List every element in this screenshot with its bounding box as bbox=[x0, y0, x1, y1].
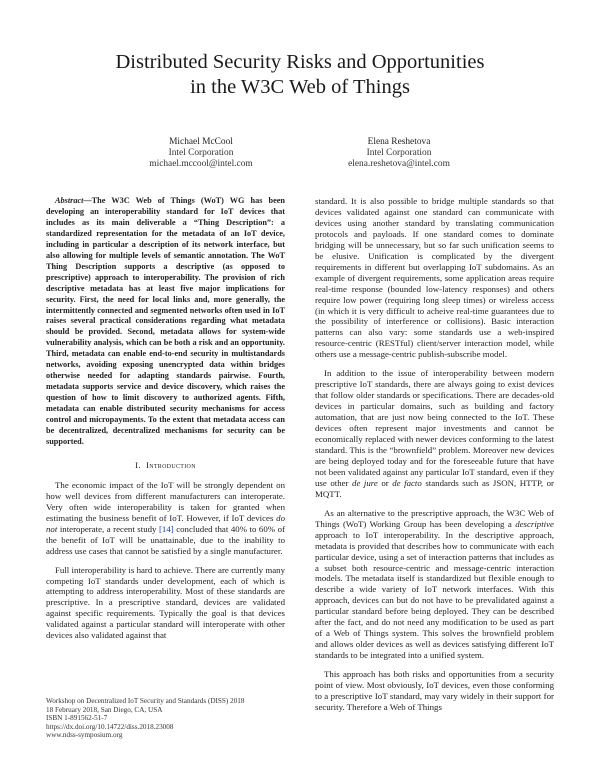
body-paragraph bbox=[46, 565, 285, 642]
title-line-2: in the W3C Web of Things bbox=[190, 76, 410, 98]
section-heading bbox=[46, 460, 285, 471]
body-paragraph bbox=[315, 196, 554, 360]
footnote-line: Workshop on Decentralized IoT Security and Standards (DISS) 2018 bbox=[46, 697, 245, 705]
paragraph-text: The economic impact of the IoT will be strongly dependent on how well devices from different manufacturers can interoperate. Very often wide interoperability is taken for granted when estimating the business benefit of IoT. However, if IoT devices bbox=[46, 479, 285, 523]
body-paragraph bbox=[315, 508, 554, 661]
abstract bbox=[46, 196, 285, 448]
section-title: Introduction bbox=[145, 459, 196, 470]
body-paragraph bbox=[315, 669, 554, 713]
abstract-label: Abstract bbox=[55, 196, 84, 205]
author-name: Elena Reshetova bbox=[367, 137, 431, 147]
author-name: Michael McCool bbox=[169, 137, 233, 147]
paragraph-text: or bbox=[377, 477, 393, 488]
paragraph-text: In addition to the issue of interoperability between modern prescriptive IoT standards, there are always going to exist devices that follow older standards or specifications. There are decades-old devices in particular domains, such as building and factory automation, that are just now being connected to the IoT. These devices often represent major investments and cannot be economically replaced with newer devices conforming to the latest standard. This is the “brownfield” problem. Moreover new devices are being deployed today and for the foreseeable future that have not been validated against any particular IoT standard, even if they use other bbox=[315, 368, 554, 488]
paragraph-text: Full interoperability is hard to achieve. There are currently many competing IoT standards under development, each of which is attempting to address interoperability. Most of these standards are prescriptive. In a prescriptive standard, devices are validated against specific requirements. Typically the goal is that devices validated against a particular standard will interoperate with other devices also validated against that bbox=[46, 564, 285, 641]
footnote bbox=[46, 697, 306, 740]
paragraph-text: concluded that 40% to 60% of the benefit of IoT will be unattainable, due to the inability to address use cases that cannot be satisfied by a single manufacturer. bbox=[46, 523, 285, 556]
paragraph-text: This approach has both risks and opportunities from a security point of view. Most obviously, IoT devices, even those conforming to a prescriptive IoT standard, may vary widely in their support for security. Therefore a Web of Things bbox=[315, 669, 554, 712]
body-paragraph bbox=[315, 368, 554, 499]
author-affiliation: Intel Corporation bbox=[366, 148, 432, 158]
emphasis-text: de jure bbox=[352, 477, 378, 488]
emphasis-text: descriptive bbox=[515, 518, 554, 529]
abstract-text: —The W3C Web of Things (WoT) WG has been developing an interoperability standard for IoT devices that includes as its main deliverable a “Thing Description”: a standardized representation for the metadata of an IoT device, including in particular a description of its network interface, but also allowing for multiple levels of semantic annotation. The WoT Thing Description supports a descriptive (as opposed to prescriptive) approach to interoperability. The provision of rich descriptive metadata has at least five major implications for security. First, the need for local links and, more generally, the intermittently connected and segmented networks often used in IoT raises several practical considerations regarding what metadata should be provided. Second, metadata allows for system-wide vulnerability analysis, which can be both a risk and an opportunity. Third, metadata can enable end-to-end security in multistandards networks, avoiding exposing unencrypted data within bridges otherwise needed for adapting standards pairwise. Fourth, metadata supports service and device discovery, which raises the question of how to limit discovery to authorized agents. Fifth, metadata can enable distributed security mechanisms for access control and micropayments. To the extent that metadata access can be decentralized, decentralized mechanisms for security can be supported. bbox=[46, 196, 285, 446]
author-block-2 bbox=[289, 137, 509, 170]
emphasis-text: de facto bbox=[392, 477, 422, 488]
author-email: elena.reshetova@intel.com bbox=[348, 159, 450, 169]
paragraph-text: approach to IoT interoperability. In the descriptive approach, metadata is provided that describes how to communicate with each particular device, using a set of interaction patterns that includes as a subset both resource-centric and message-centric interaction models. The metadata itself is standardized but flexible enough to describe a wide variety of IoT network interfaces. With this approach, devices can but do not have to be prevalidated against a particular standard before being deployed. They can be described after the fact, and do not need any modification to be used as part of a Web of Things system. This solves the brownfield problem and allows older devices as well as devices satisfying different IoT standards to be integrated into a unified system. bbox=[315, 529, 554, 661]
paragraph-text: interoperate, a recent study bbox=[57, 523, 159, 534]
left-body bbox=[46, 480, 285, 641]
right-column bbox=[315, 196, 554, 721]
paragraph-text: standard. It is also possible to bridge multiple standards so that devices validated against one standard can communicate with devices using another standard by translating communication protocols and payloads. If one standard comes to dominate bridging will be unnecessary, but so far such unification seems to be elusive. Unification is complicated by the divergent requirements in different but overlapping IoT subdomains. As an example of divergent requirements, some application areas require real-time response (bounded low-latency responses) and others require low power (requiring long sleep times) or wireless access (in which it is very difficult to acheive real-time guarantees due to the possibility of interference or collisions). Basic interaction patterns can also vary: some standards use a web-inspired resource-centric (RESTful) client/server interaction model, while others use a message-centric publish-subscribe model. bbox=[315, 196, 554, 360]
paragraph-text: standards such as JSON, HTTP, or MQTT. bbox=[315, 477, 554, 499]
paragraph-text: As an alternative to the prescriptive approach, the W3C Web of Things (WoT) Working Group has been developing a bbox=[315, 507, 554, 529]
emphasis-text: do not bbox=[46, 512, 285, 534]
right-body bbox=[315, 196, 554, 713]
footnote-line: https://dx.doi.org/10.14722/diss.2018.23008 bbox=[46, 722, 174, 731]
citation-link[interactable]: [14] bbox=[158, 523, 174, 534]
footnote-line: www.ndss-symposium.org bbox=[46, 731, 123, 740]
body-paragraph bbox=[46, 480, 285, 557]
left-column bbox=[46, 196, 285, 649]
paper-title bbox=[40, 50, 560, 100]
author-affiliation: Intel Corporation bbox=[168, 148, 234, 158]
section-number: I. bbox=[135, 459, 141, 470]
footnote-line: 18 February 2018, San Diego, CA, USA bbox=[46, 705, 163, 714]
author-email: michael.mccool@intel.com bbox=[149, 159, 253, 169]
author-block-1 bbox=[91, 137, 311, 170]
title-line-1: Distributed Security Risks and Opportunities bbox=[115, 51, 485, 73]
footnote-line: ISBN 1-891562-51-7 bbox=[46, 714, 108, 723]
